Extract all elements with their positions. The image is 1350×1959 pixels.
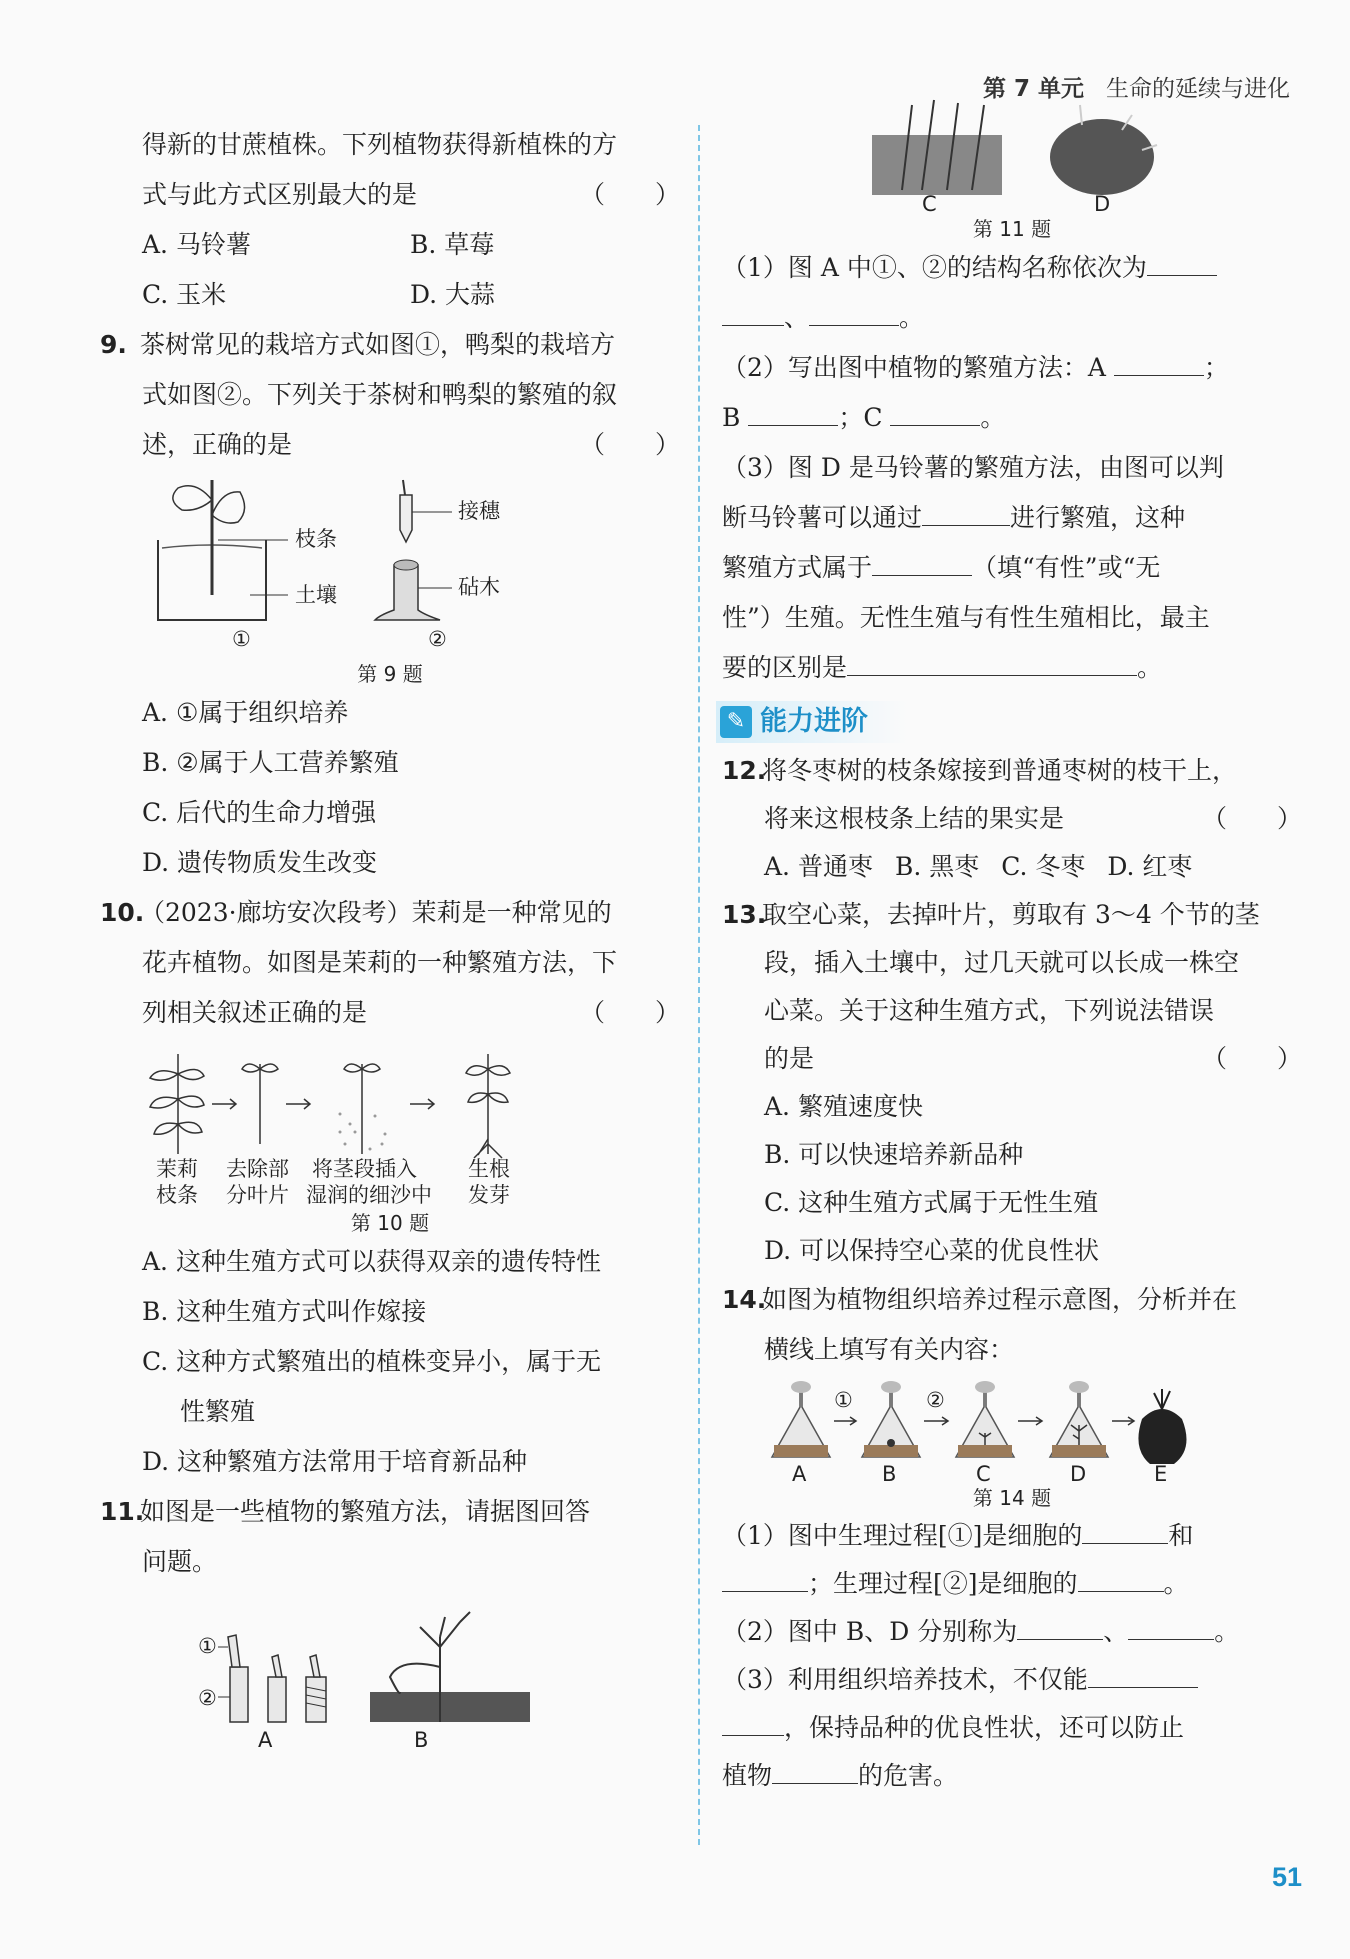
pencil-icon: ✎ bbox=[720, 706, 752, 738]
answer-blank[interactable] bbox=[847, 645, 1137, 676]
question-number: 9. bbox=[100, 330, 127, 359]
q14-line1 bbox=[722, 1275, 1302, 1325]
q14-figure bbox=[722, 1379, 1302, 1484]
q14-sub2 bbox=[722, 1608, 1302, 1656]
q11-sub3-line5 bbox=[722, 643, 1302, 693]
section-header bbox=[716, 701, 908, 743]
step4-label-a: 生根 bbox=[468, 1157, 510, 1181]
q11-sub1-text: （1）图 A 中①、②的结构名称依次为 bbox=[722, 253, 1147, 282]
q10-line3-text: 列相关叙述正确的是 bbox=[142, 998, 368, 1027]
q12-line2-text: 将来这根枝条上结的果实是 bbox=[764, 804, 1065, 833]
text: （1）图中生理过程[①]是细胞的 bbox=[722, 1521, 1083, 1550]
section-title: 能力进阶 bbox=[760, 706, 868, 737]
q10-line1-text: （2023·廊坊安次段考）茉莉是一种常见的 bbox=[140, 898, 612, 927]
q12-line1-text: 将冬枣树的枝条嫁接到普通枣树的枝干上， bbox=[762, 756, 1238, 785]
option-a[interactable]: A. 马铃薯 bbox=[142, 230, 251, 259]
q8-line1: 得新的甘蔗植株。下列植物获得新植株的方 bbox=[142, 130, 618, 159]
q14-sub1 bbox=[722, 1512, 1302, 1560]
left-column bbox=[100, 120, 680, 1757]
label-fig2: ② bbox=[428, 627, 447, 651]
q14-sub3 bbox=[722, 1656, 1302, 1704]
q10-caption: 第 10 题 bbox=[350, 1211, 430, 1235]
step1-label-b: 枝条 bbox=[156, 1183, 198, 1207]
q8-line2-text: 式与此方式区别最大的是 bbox=[142, 180, 418, 209]
option-a[interactable]: A. ①属于组织培养 bbox=[142, 698, 349, 727]
unit-title: 生命的延续与进化 bbox=[1106, 76, 1290, 102]
q11-line1-text: 如图是一些植物的繁殖方法，请据图回答 bbox=[140, 1497, 591, 1526]
label-m2: ② bbox=[926, 1388, 945, 1412]
label-d: D bbox=[1094, 192, 1111, 216]
answer-paren[interactable]: （ ） bbox=[579, 998, 680, 1027]
unit-label: 第 7 单元 bbox=[982, 76, 1084, 102]
question-10 bbox=[100, 888, 680, 1487]
step3-label-b: 湿润的细沙中 bbox=[306, 1183, 432, 1207]
question-number: 12. bbox=[722, 756, 767, 785]
option-b[interactable]: B. ②属于人工营养繁殖 bbox=[142, 748, 399, 777]
q9-figure bbox=[100, 470, 680, 660]
q14-caption: 第 14 题 bbox=[972, 1486, 1052, 1510]
option-d[interactable]: D. 大蒜 bbox=[410, 280, 496, 309]
answer-blank[interactable] bbox=[772, 1753, 858, 1784]
option-c[interactable]: C. 冬枣 bbox=[1001, 852, 1086, 881]
option-b[interactable]: B. 黑枣 bbox=[894, 852, 980, 881]
option-d[interactable]: D. 可以保持空心菜的优良性状 bbox=[764, 1236, 1100, 1265]
q11-illustration-ab bbox=[100, 1607, 680, 1757]
step2-label-b: 分叶片 bbox=[226, 1183, 289, 1207]
q8-options-row2 bbox=[100, 270, 680, 320]
option-b[interactable]: B. 这种生殖方式叫作嫁接 bbox=[142, 1297, 427, 1326]
separator: 、 bbox=[1103, 1617, 1129, 1646]
q9-line3-text: 述，正确的是 bbox=[142, 430, 293, 459]
q11-sub3-line4: 性”）生殖。无性生殖与有性生殖相比，最主 bbox=[722, 603, 1210, 632]
q8-options-row1 bbox=[100, 220, 680, 270]
question-number: 14. bbox=[722, 1285, 767, 1314]
semicolon: ； bbox=[1203, 353, 1229, 382]
text: 植物 bbox=[722, 1761, 773, 1790]
option-b[interactable]: B. 草莓 bbox=[410, 230, 495, 259]
answer-blank[interactable] bbox=[1017, 1609, 1103, 1640]
q13-line4 bbox=[722, 1035, 1302, 1083]
label-c-text: ；C bbox=[838, 403, 883, 432]
text: ，保持品种的优良性状，还可以防止 bbox=[784, 1713, 1185, 1742]
step4-label-b: 发芽 bbox=[468, 1183, 510, 1207]
q8-line2 bbox=[100, 170, 680, 220]
q13-line3: 心菜。关于这种生殖方式，下列说法错误 bbox=[764, 996, 1215, 1025]
label-b-text: B bbox=[722, 403, 741, 432]
q11-sub2 bbox=[722, 343, 1302, 393]
label-branch: 枝条 bbox=[295, 527, 337, 551]
answer-blank[interactable] bbox=[1128, 1609, 1214, 1640]
q9-caption: 第 9 题 bbox=[357, 662, 423, 686]
label-e: E bbox=[1154, 1462, 1168, 1486]
option-a[interactable]: A. 繁殖速度快 bbox=[764, 1092, 923, 1121]
label-m2: ② bbox=[198, 1686, 217, 1710]
q14-line1-text: 如图为植物组织培养过程示意图，分析并在 bbox=[762, 1285, 1238, 1314]
label-m1: ① bbox=[834, 1388, 853, 1412]
column-divider bbox=[698, 125, 700, 1845]
q12-line1 bbox=[722, 747, 1302, 795]
question-number: 13. bbox=[722, 900, 767, 929]
q11-sub3-line3 bbox=[722, 543, 1302, 593]
option-c[interactable]: C. 玉米 bbox=[142, 280, 227, 309]
q11-line2: 问题。 bbox=[142, 1547, 218, 1576]
separator: 、 bbox=[784, 303, 810, 332]
q13-line4-text: 的是 bbox=[764, 1044, 815, 1073]
text: 的危害。 bbox=[858, 1761, 959, 1790]
question-11 bbox=[100, 1487, 680, 1757]
text: （填“有性”或“无 bbox=[972, 553, 1161, 582]
label-c: C bbox=[922, 192, 937, 216]
q11-sub2-cont bbox=[722, 393, 1302, 443]
q11-figure-ab bbox=[100, 1607, 680, 1757]
q11-sub1-cont bbox=[722, 293, 1302, 343]
option-c[interactable]: C. 这种生殖方式属于无性生殖 bbox=[764, 1188, 1099, 1217]
q14-illustration bbox=[722, 1379, 1302, 1469]
q11-sub3-line2 bbox=[722, 493, 1302, 543]
text: 繁殖方式属于 bbox=[722, 553, 873, 582]
answer-blank[interactable] bbox=[922, 495, 1010, 526]
option-b[interactable]: B. 可以快速培养新品种 bbox=[764, 1140, 1024, 1169]
step2-label-a: 去除部 bbox=[226, 1157, 289, 1181]
q10-line1 bbox=[100, 888, 680, 938]
text: 断马铃薯可以通过 bbox=[722, 503, 923, 532]
q13-line1 bbox=[722, 891, 1302, 939]
label-c: C bbox=[976, 1462, 991, 1486]
option-c[interactable]: C. 后代的生命力增强 bbox=[142, 798, 377, 827]
q14-sub3-cont bbox=[722, 1704, 1302, 1752]
right-column bbox=[722, 120, 1302, 1800]
q11-sub3: （3）图 D 是马铃薯的繁殖方法，由图可以判 bbox=[722, 453, 1224, 482]
text: 进行繁殖，这种 bbox=[1010, 503, 1186, 532]
answer-blank[interactable] bbox=[722, 1705, 784, 1736]
q9-line1 bbox=[100, 320, 680, 370]
q9-illustration bbox=[100, 470, 680, 660]
label-m1: ① bbox=[198, 1634, 217, 1658]
label-a: A bbox=[792, 1462, 807, 1486]
q13-line2: 段，插入土壤中，过几天就可以长成一株空 bbox=[764, 948, 1240, 977]
q11-caption: 第 11 题 bbox=[972, 217, 1052, 241]
label-b: B bbox=[414, 1728, 429, 1752]
q9-line3 bbox=[100, 420, 680, 470]
answer-blank[interactable] bbox=[890, 395, 980, 426]
q10-illustration bbox=[100, 1044, 680, 1164]
answer-blank[interactable] bbox=[872, 545, 972, 576]
answer-paren[interactable]: （ ） bbox=[579, 430, 680, 459]
text: 和 bbox=[1168, 1521, 1194, 1550]
page-number: 51 bbox=[1271, 1862, 1302, 1892]
step3-label-a: 将茎段插入 bbox=[312, 1157, 417, 1181]
q11-illustration-cd bbox=[722, 95, 1302, 195]
option-a[interactable]: A. 普通枣 bbox=[764, 852, 873, 881]
answer-paren[interactable]: （ ） bbox=[1201, 804, 1302, 833]
label-stock: 砧木 bbox=[458, 575, 500, 599]
question-14 bbox=[722, 1275, 1302, 1800]
text: 要的区别是 bbox=[722, 653, 848, 682]
label-b: B bbox=[882, 1462, 897, 1486]
answer-blank[interactable] bbox=[809, 295, 899, 326]
q9-line1-text: 茶树常见的栽培方式如图①，鸭梨的栽培方 bbox=[140, 330, 616, 359]
q11-sub2-text: （2）写出图中植物的繁殖方法：A bbox=[722, 353, 1106, 382]
q13-line1-text: 取空心菜，去掉叶片，剪取有 3～4 个节的茎 bbox=[762, 900, 1260, 929]
option-d[interactable]: D. 这种繁殖方法常用于培育新品种 bbox=[142, 1447, 528, 1476]
label-soil: 土壤 bbox=[295, 583, 337, 607]
q14-sub3-line3 bbox=[722, 1752, 1302, 1800]
answer-blank[interactable] bbox=[722, 1561, 808, 1592]
option-a[interactable]: A. 这种生殖方式可以获得双亲的遗传特性 bbox=[142, 1247, 601, 1276]
option-c-cont: 性繁殖 bbox=[180, 1397, 256, 1426]
question-12 bbox=[722, 747, 1302, 891]
q14-line2: 横线上填写有关内容： bbox=[764, 1335, 1015, 1364]
q11-line1 bbox=[100, 1487, 680, 1537]
q11-sub1 bbox=[722, 243, 1302, 293]
q14-sub1-cont bbox=[722, 1560, 1302, 1608]
question-number: 11. bbox=[100, 1497, 145, 1526]
period: 。 bbox=[1163, 1569, 1189, 1598]
text: （2）图中 B、D 分别称为 bbox=[722, 1617, 1018, 1646]
question-13 bbox=[722, 891, 1302, 1275]
q10-line3 bbox=[100, 988, 680, 1038]
answer-paren[interactable]: （ ） bbox=[579, 180, 680, 209]
step1-label-a: 茉莉 bbox=[156, 1157, 198, 1181]
question-9 bbox=[100, 320, 680, 888]
answer-blank[interactable] bbox=[1147, 245, 1217, 276]
answer-blank[interactable] bbox=[1078, 1561, 1164, 1592]
answer-blank[interactable] bbox=[1088, 1657, 1198, 1688]
text: （3）利用组织培养技术，不仅能 bbox=[722, 1665, 1088, 1694]
q10-line2: 花卉植物。如图是茉莉的一种繁殖方法，下 bbox=[142, 948, 618, 977]
q12-options bbox=[722, 843, 1302, 891]
label-scion: 接穗 bbox=[458, 499, 500, 523]
q10-figure bbox=[100, 1038, 680, 1213]
option-c[interactable]: C. 这种方式繁殖出的植株变异小，属于无 bbox=[142, 1347, 602, 1376]
period: 。 bbox=[1214, 1617, 1240, 1646]
label-fig1: ① bbox=[232, 627, 251, 651]
period: 。 bbox=[899, 303, 925, 332]
answer-blank[interactable] bbox=[748, 395, 838, 426]
answer-blank[interactable] bbox=[1114, 345, 1204, 376]
label-a: A bbox=[258, 1728, 273, 1752]
answer-paren[interactable]: （ ） bbox=[1201, 1044, 1302, 1073]
answer-blank[interactable] bbox=[1082, 1513, 1168, 1544]
period: 。 bbox=[1137, 653, 1163, 682]
question-8 bbox=[100, 120, 680, 320]
text: ；生理过程[②]是细胞的 bbox=[808, 1569, 1078, 1598]
period: 。 bbox=[980, 403, 1006, 432]
option-d[interactable]: D. 遗传物质发生改变 bbox=[142, 848, 378, 877]
q11-figure-cd bbox=[722, 95, 1302, 215]
option-d[interactable]: D. 红枣 bbox=[1107, 852, 1193, 881]
label-d: D bbox=[1070, 1462, 1087, 1486]
question-number: 10. bbox=[100, 898, 145, 927]
answer-blank[interactable] bbox=[722, 295, 784, 326]
q9-line2: 式如图②。下列关于茶树和鸭梨的繁殖的叙 bbox=[142, 380, 618, 409]
q12-line2 bbox=[722, 795, 1302, 843]
